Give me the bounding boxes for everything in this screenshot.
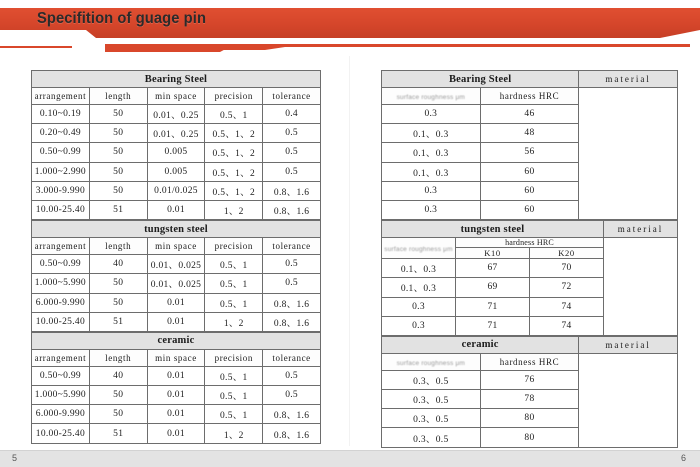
page-gutter — [349, 56, 350, 446]
cell-hardness: 80 — [480, 428, 579, 447]
cell-roughness: 0.3、0.5 — [382, 390, 481, 409]
column-header-row — [382, 238, 678, 248]
cell-tolerance: 0.8、1.6 — [263, 181, 321, 200]
cell-precision: 0.5、1、2 — [205, 162, 263, 181]
cell-hardness: 60 — [480, 200, 579, 219]
cell-min-space: 0.01、0.25 — [147, 124, 205, 143]
cell-hardness: 76 — [480, 370, 579, 389]
col-hardness-k10: K10 — [456, 248, 530, 259]
cell-hardness: 46 — [480, 105, 579, 124]
left-spec-tables — [31, 70, 321, 444]
cell-precision: 0.5、1、2 — [205, 181, 263, 200]
cell-tolerance: 0.5 — [263, 124, 321, 143]
cell-length: 50 — [89, 124, 147, 143]
cell-hardness: 78 — [480, 390, 579, 409]
cell-roughness: 0.1、0.3 — [382, 124, 481, 143]
cell-precision: 0.5、1 — [205, 405, 263, 424]
cell-arrangement: 0.50~0.99 — [32, 366, 90, 385]
cell-min-space: 0.01 — [147, 312, 205, 331]
cell-length: 50 — [89, 386, 147, 405]
cell-length: 50 — [89, 105, 147, 124]
cell-hardness-k10: 71 — [456, 297, 530, 316]
cell-roughness: 0.3、0.5 — [382, 428, 481, 447]
cell-length: 51 — [89, 312, 147, 331]
col-length: length — [89, 238, 147, 255]
cell-arrangement: 10.00-25.40 — [32, 312, 90, 331]
cell-min-space: 0.01、0.025 — [147, 255, 205, 274]
cell-hardness: 80 — [480, 409, 579, 428]
cell-min-space: 0.005 — [147, 143, 205, 162]
cell-arrangement: 0.20~0.49 — [32, 124, 90, 143]
col-arrangement: arrangement — [32, 88, 90, 105]
cell-roughness: 0.3 — [382, 316, 456, 335]
section-title: Bearing Steel — [382, 71, 579, 88]
cell-min-space: 0.01 — [147, 386, 205, 405]
table-row — [32, 274, 321, 293]
col-precision: precision — [205, 238, 263, 255]
cell-length: 50 — [89, 293, 147, 312]
cell-arrangement: 0.50~0.99 — [32, 255, 90, 274]
col-precision: precision — [205, 88, 263, 105]
material-header: material — [604, 221, 678, 238]
header-rule-left — [0, 46, 72, 48]
col-tolerance: tolerance — [263, 349, 321, 366]
table-row — [32, 200, 321, 219]
header-rule-accent — [105, 44, 235, 52]
col-tolerance: tolerance — [263, 238, 321, 255]
table-row — [32, 124, 321, 143]
cell-roughness: 0.3、0.5 — [382, 409, 481, 428]
page-title: Specifition of guage pin — [37, 10, 207, 27]
section-title: ceramic — [382, 336, 579, 353]
cell-arrangement: 0.50~0.99 — [32, 143, 90, 162]
table-row — [32, 255, 321, 274]
col-min-space: min space — [147, 238, 205, 255]
col-arrangement: arrangement — [32, 238, 90, 255]
page-header — [0, 0, 700, 56]
cell-hardness-k10: 69 — [456, 278, 530, 297]
cell-tolerance: 0.5 — [263, 386, 321, 405]
cell-length: 50 — [89, 405, 147, 424]
col-min-space: min space — [147, 88, 205, 105]
column-header-row — [32, 88, 321, 105]
col-min-space: min space — [147, 349, 205, 366]
col-surface-roughness — [382, 238, 456, 259]
section-title-row — [382, 71, 678, 88]
cell-precision: 0.5、1 — [205, 293, 263, 312]
cell-roughness: 0.3 — [382, 297, 456, 316]
cell-precision: 1、2 — [205, 424, 263, 443]
right-spec-tables — [381, 70, 678, 448]
cell-roughness: 0.1、0.3 — [382, 143, 481, 162]
section-title: tungsten steel — [382, 221, 604, 238]
cell-arrangement: 6.000-9.990 — [32, 293, 90, 312]
cell-arrangement: 0.10~0.19 — [32, 105, 90, 124]
cell-hardness-k10: 67 — [456, 259, 530, 278]
col-surface-roughness — [382, 88, 481, 105]
cell-tolerance: 0.8、1.6 — [263, 424, 321, 443]
cell-roughness: 0.3 — [382, 181, 481, 200]
page-footer — [0, 450, 700, 467]
cell-precision: 0.5、1 — [205, 274, 263, 293]
page-number-left: 5 — [12, 453, 18, 463]
table-row — [32, 162, 321, 181]
cell-length: 40 — [89, 255, 147, 274]
section-title-row — [32, 71, 321, 88]
cell-length: 50 — [89, 274, 147, 293]
cell-min-space: 0.01 — [147, 405, 205, 424]
right-table-tungsten-steel — [381, 220, 678, 336]
cell-min-space: 0.01/0.025 — [147, 181, 205, 200]
cell-min-space: 0.01 — [147, 424, 205, 443]
col-hardness: hardness HRC — [480, 88, 579, 105]
cell-roughness: 0.1、0.3 — [382, 162, 481, 181]
column-header-row — [382, 88, 678, 105]
section-title: Bearing Steel — [32, 71, 321, 88]
cell-precision: 0.5、1、2 — [205, 124, 263, 143]
col-hardness: hardness HRC — [456, 238, 604, 248]
cell-hardness: 60 — [480, 162, 579, 181]
col-surface-roughness-label: surface roughness μm — [384, 246, 453, 254]
table-row — [32, 386, 321, 405]
cell-min-space: 0.01 — [147, 293, 205, 312]
cell-arrangement: 6.000-9.990 — [32, 405, 90, 424]
cell-length: 50 — [89, 143, 147, 162]
cell-tolerance: 0.5 — [263, 143, 321, 162]
material-header: material — [579, 71, 678, 88]
right-table-bearing-steel — [381, 70, 678, 220]
cell-hardness-k10: 71 — [456, 316, 530, 335]
material-photo-bearing — [579, 88, 678, 220]
cell-precision: 0.5、1、2 — [205, 143, 263, 162]
col-length: length — [89, 349, 147, 366]
cell-length: 51 — [89, 200, 147, 219]
cell-tolerance: 0.8、1.6 — [263, 200, 321, 219]
left-table-bearing-steel — [31, 70, 321, 220]
cell-tolerance: 0.8、1.6 — [263, 312, 321, 331]
section-title-row — [32, 332, 321, 349]
material-photo-tungsten — [604, 238, 678, 336]
column-header-row — [382, 353, 678, 370]
cell-length: 40 — [89, 366, 147, 385]
cell-roughness: 0.1、0.3 — [382, 259, 456, 278]
cell-min-space: 0.01、0.025 — [147, 274, 205, 293]
section-title-row — [382, 336, 678, 353]
cell-hardness-k20: 74 — [530, 297, 604, 316]
col-arrangement: arrangement — [32, 349, 90, 366]
col-tolerance: tolerance — [263, 88, 321, 105]
column-header-row — [32, 238, 321, 255]
cell-arrangement: 1.000~5.990 — [32, 386, 90, 405]
col-surface-roughness-label: surface roughness μm — [396, 359, 466, 367]
cell-precision: 0.5、1 — [205, 255, 263, 274]
cell-precision: 0.5、1 — [205, 366, 263, 385]
left-table-ceramic — [31, 332, 321, 444]
cell-min-space: 0.01 — [147, 366, 205, 385]
cell-hardness: 56 — [480, 143, 579, 162]
col-surface-roughness — [382, 353, 481, 370]
section-title: tungsten steel — [32, 221, 321, 238]
material-photo-ceramic — [579, 353, 678, 447]
cell-roughness: 0.3、0.5 — [382, 370, 481, 389]
col-length: length — [89, 88, 147, 105]
cell-min-space: 0.005 — [147, 162, 205, 181]
cell-precision: 0.5、1 — [205, 386, 263, 405]
col-hardness: hardness HRC — [480, 353, 579, 370]
cell-arrangement: 10.00-25.40 — [32, 200, 90, 219]
left-table-tungsten-steel — [31, 220, 321, 332]
cell-min-space: 0.01 — [147, 200, 205, 219]
cell-hardness: 48 — [480, 124, 579, 143]
cell-hardness-k20: 70 — [530, 259, 604, 278]
column-header-row — [32, 349, 321, 366]
cell-length: 51 — [89, 424, 147, 443]
col-hardness-k20: K20 — [530, 248, 604, 259]
cell-arrangement: 1.000~2.990 — [32, 162, 90, 181]
cell-roughness: 0.3 — [382, 105, 481, 124]
cell-hardness-k20: 74 — [530, 316, 604, 335]
cell-precision: 0.5、1 — [205, 105, 263, 124]
cell-precision: 1、2 — [205, 312, 263, 331]
cell-arrangement: 3.000-9.990 — [32, 181, 90, 200]
table-row — [32, 143, 321, 162]
cell-arrangement: 10.00-25.40 — [32, 424, 90, 443]
cell-length: 50 — [89, 181, 147, 200]
cell-tolerance: 0.8、1.6 — [263, 405, 321, 424]
table-row — [32, 366, 321, 385]
cell-precision: 1、2 — [205, 200, 263, 219]
cell-tolerance: 0.5 — [263, 366, 321, 385]
cell-roughness: 0.3 — [382, 200, 481, 219]
material-header: material — [579, 336, 678, 353]
table-row — [32, 181, 321, 200]
table-row — [32, 405, 321, 424]
cell-hardness: 60 — [480, 181, 579, 200]
col-precision: precision — [205, 349, 263, 366]
right-table-ceramic — [381, 336, 678, 448]
cell-min-space: 0.01、0.25 — [147, 105, 205, 124]
section-title-row — [32, 221, 321, 238]
cell-length: 50 — [89, 162, 147, 181]
table-row — [32, 293, 321, 312]
col-surface-roughness-label: surface roughness μm — [396, 94, 466, 101]
cell-roughness: 0.1、0.3 — [382, 278, 456, 297]
cell-tolerance: 0.5 — [263, 255, 321, 274]
table-row — [32, 312, 321, 331]
page-number-right: 6 — [680, 453, 686, 463]
section-title: ceramic — [32, 332, 321, 349]
cell-arrangement: 1.000~5.990 — [32, 274, 90, 293]
section-title-row — [382, 221, 678, 238]
cell-tolerance: 0.4 — [263, 105, 321, 124]
cell-tolerance: 0.5 — [263, 162, 321, 181]
cell-hardness-k20: 72 — [530, 278, 604, 297]
cell-tolerance: 0.5 — [263, 274, 321, 293]
table-row — [32, 424, 321, 443]
cell-tolerance: 0.8、1.6 — [263, 293, 321, 312]
table-row — [32, 105, 321, 124]
